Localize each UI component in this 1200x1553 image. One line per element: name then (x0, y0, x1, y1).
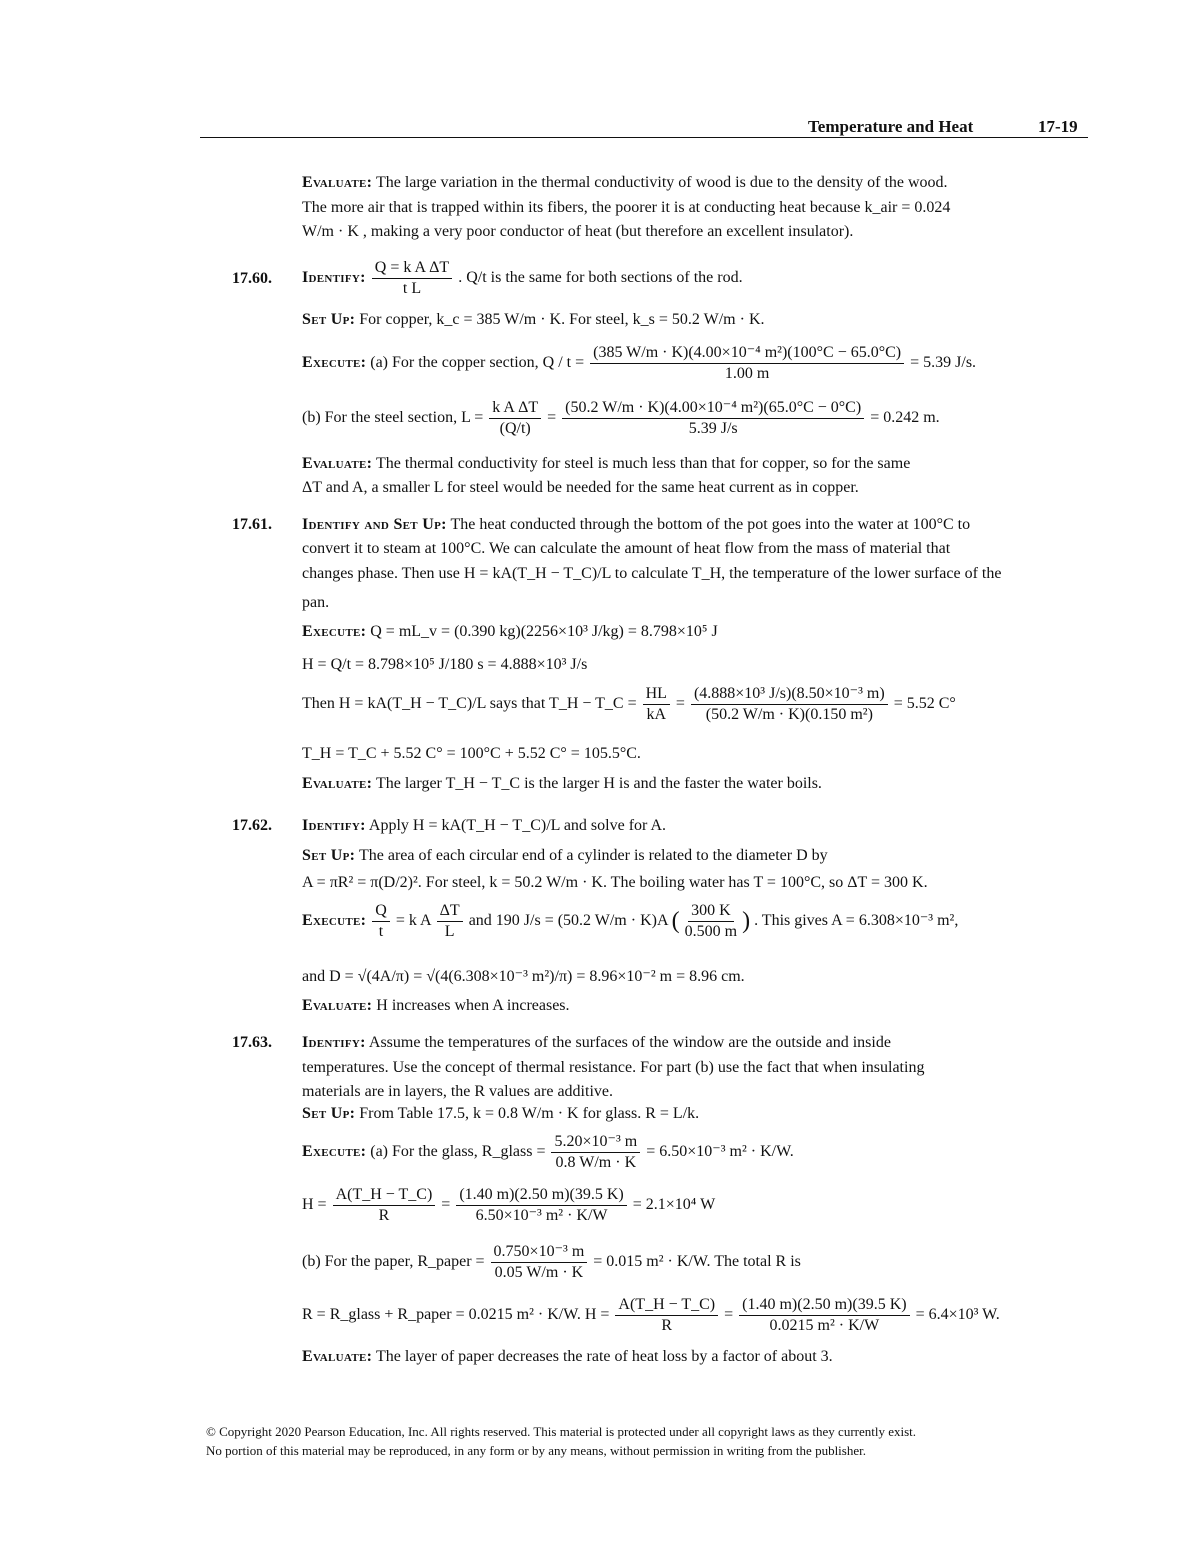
p62-evaluate: Evaluate: H increases when A increases. (302, 997, 570, 1014)
intro-evaluate-line-1: Evaluate: The large variation in the thermal conductivity of wood is due to the density of the wood. (302, 174, 948, 191)
p61-identify-3: changes phase. Then use H = kA(T_H − T_C)/L to calculate T_H, the temperature of the lower surface of the (302, 565, 1002, 582)
evaluate-label: Evaluate: (302, 174, 373, 191)
p61-execute-1: Execute: Q = mL_v = (0.390 kg)(2256×10³ J/kg) = 8.798×10⁵ J (302, 623, 718, 640)
p60-setup: Set Up: For copper, k_c = 385 W/m · K. For steel, k_s = 50.2 W/m · K. (302, 311, 765, 328)
p62-setup-1: Set Up: The area of each circular end of a cylinder is related to the diameter D by (302, 847, 828, 864)
p60-execute-a: Execute: (a) For the copper section, Q / t = $\frac{\text{(385 W/m · K)(4.00×10⁻⁴ m²)(100°C − 65.0°C)}}{1.00 m}$ = 5.39 J/s. (302, 344, 977, 382)
problem-number: 17.62. (232, 817, 272, 834)
identify-fraction: $\frac{\text{Q = k A ΔT}}{\text{t L}}$ (372, 258, 452, 299)
intro-evaluate-line-2: The more air that is trapped within its fibers, the poorer it is at conducting heat because k_air = 0.024 (302, 199, 951, 216)
copyright-line-1: © Copyright 2020 Pearson Education, Inc. All rights reserved. This material is protected under all copyright laws as they currently exist. (206, 1424, 917, 1439)
p60-evaluate-1: Evaluate: The thermal conductivity for steel is much less than that for copper, so for the same (302, 455, 911, 472)
p62-setup-2: A = πR² = π(D/2)². For steel, k = 50.2 W/m · K. The boiling water has T = 100°C, so ΔT = 300 K. (302, 874, 928, 891)
p61-evaluate: Evaluate: The larger T_H − T_C is the larger H is and the faster the water boils. (302, 775, 822, 792)
page-number: 17-19 (1038, 117, 1078, 136)
p61-identify-2: convert it to steam at 100°C. We can calculate the amount of heat flow from the mass of material that (302, 540, 951, 557)
p60-execute-b: (b) For the steel section, L = $\frac{\text{k A ΔT}}{(Q/t)}$ = $\frac{\text{(50.2 W/m · K)(4.00×10⁻⁴ m²)(65.0°C − 0°C)}}{5.39 J/s}$ = 0.242 m. (302, 399, 940, 437)
problem-number: 17.61. (232, 516, 272, 533)
header-divider (200, 137, 1088, 138)
p61-identify-1: Identify and Set Up: The heat conducted through the bottom of the pot goes into the water at 100°C to (302, 516, 971, 533)
p63-execute-b: (b) For the paper, R_paper = $\frac{\text{0.750×10⁻³ m}}{0.05 W/m \cdot K}$ = 0.015 m² · K/W. The total R is (302, 1243, 801, 1281)
p60-identify: Identify: $\frac{\text{Q = k A ΔT}}{\text{t L}}$ . Q/t is the same for both sections of the rod. (302, 259, 743, 297)
steel-fraction-1: $\frac{\text{k A ΔT}}{(Q/t)}$ (489, 398, 541, 439)
running-header-title: Temperature and Heat (808, 117, 974, 136)
p63-setup: Set Up: From Table 17.5, k = 0.8 W/m · K for glass. R = L/k. (302, 1105, 700, 1122)
th-fraction: $\frac{\text{(4.888×10³ J/s)(8.50×10⁻³ m)}}{\text{(50.2 W/m · K)(0.150 m²)}}$ (691, 684, 888, 725)
p60-evaluate-2: ΔT and A, a smaller L for steel would be needed for the same heat current as in copper. (302, 479, 859, 496)
p61-identify-4: pan. (302, 594, 330, 611)
p63-identify-1: Identify: Assume the temperatures of the surfaces of the window are the outside and inside (302, 1034, 891, 1051)
copper-fraction: $\frac{\text{(385 W/m · K)(4.00×10⁻⁴ m²)(100°C − 65.0°C)}}{1.00 m}$ (590, 343, 904, 384)
steel-fraction-2: $\frac{\text{(50.2 W/m · K)(4.00×10⁻⁴ m²)(65.0°C − 0°C)}}{5.39 J/s}$ (562, 398, 864, 439)
intro-evaluate-line-3: W/m · K , making a very poor conductor of heat (but therefore an excellent insulator). (302, 223, 854, 240)
p63-identify-3: materials are in layers, the R values are additive. (302, 1083, 613, 1100)
p63-evaluate: Evaluate: The layer of paper decreases the rate of heat loss by a factor of about 3. (302, 1348, 833, 1365)
problem-number: 17.60. (232, 270, 272, 287)
p63-execute-a: Execute: (a) For the glass, R_glass = $\frac{\text{5.20×10⁻³ m}}{0.8 W/m \cdot K}$ = 6.50×10⁻³ m² · K/W. (302, 1133, 794, 1171)
p61-then: Then H = kA(T_H − T_C)/L says that T_H − T_C = $\frac{HL}{kA}$ = $\frac{\text{(4.888×10³ J/s)(8.50×10⁻³ m)}}{\text{(50.2 W/m · K)(0.150 m²)}}$ = 5.52 C° (302, 685, 956, 723)
p62-identify: Identify: Apply H = kA(T_H − T_C)/L and solve for A. (302, 817, 667, 834)
p62-execute: Execute: $\frac{Q}{t}$ = k A $\frac{\Delta T}{L}$ and 190 J/s = (50.2 W/m · K)A ( $\frac{300 K}{0.500 m}$ ) . This gives A = 6.308×10⁻³ m², (302, 902, 959, 940)
p62-and-d: and D = √(4A/π) = √(4(6.308×10⁻³ m²)/π) = 8.96×10⁻² m = 8.96 cm. (302, 968, 745, 985)
problem-number: 17.63. (232, 1034, 272, 1051)
copyright-line-2: No portion of this material may be reproduced, in any form or by any means, without permission in writing from the publisher. (206, 1443, 866, 1458)
p63-total: R = R_glass + R_paper = 0.0215 m² · K/W. H = $\frac{A(T\_H - T\_C)}{R}$ = $\frac{(1.40 m)(2.50 m)(39.5 K)}{\text{0.0215 m² · K/W}}$ = 6.4×10³ W. (302, 1296, 1000, 1334)
p61-th: T_H = T_C + 5.52 C° = 100°C + 5.52 C° = 105.5°C. (302, 745, 641, 762)
p61-execute-2: H = Q/t = 8.798×10⁵ J/180 s = 4.888×10³ J/s (302, 656, 588, 673)
p63-identify-2: temperatures. Use the concept of thermal resistance. For part (b) use the fact that when insulating (302, 1059, 925, 1076)
hl-fraction: $\frac{HL}{kA}$ (643, 684, 670, 725)
p63-heat-current: H = $\frac{A(T\_H - T\_C)}{R}$ = $\frac{(1.40 m)(2.50 m)(39.5 K)}{\text{6.50×10⁻³ m² · K/W}}$ = 2.1×10⁴ W (302, 1186, 716, 1224)
